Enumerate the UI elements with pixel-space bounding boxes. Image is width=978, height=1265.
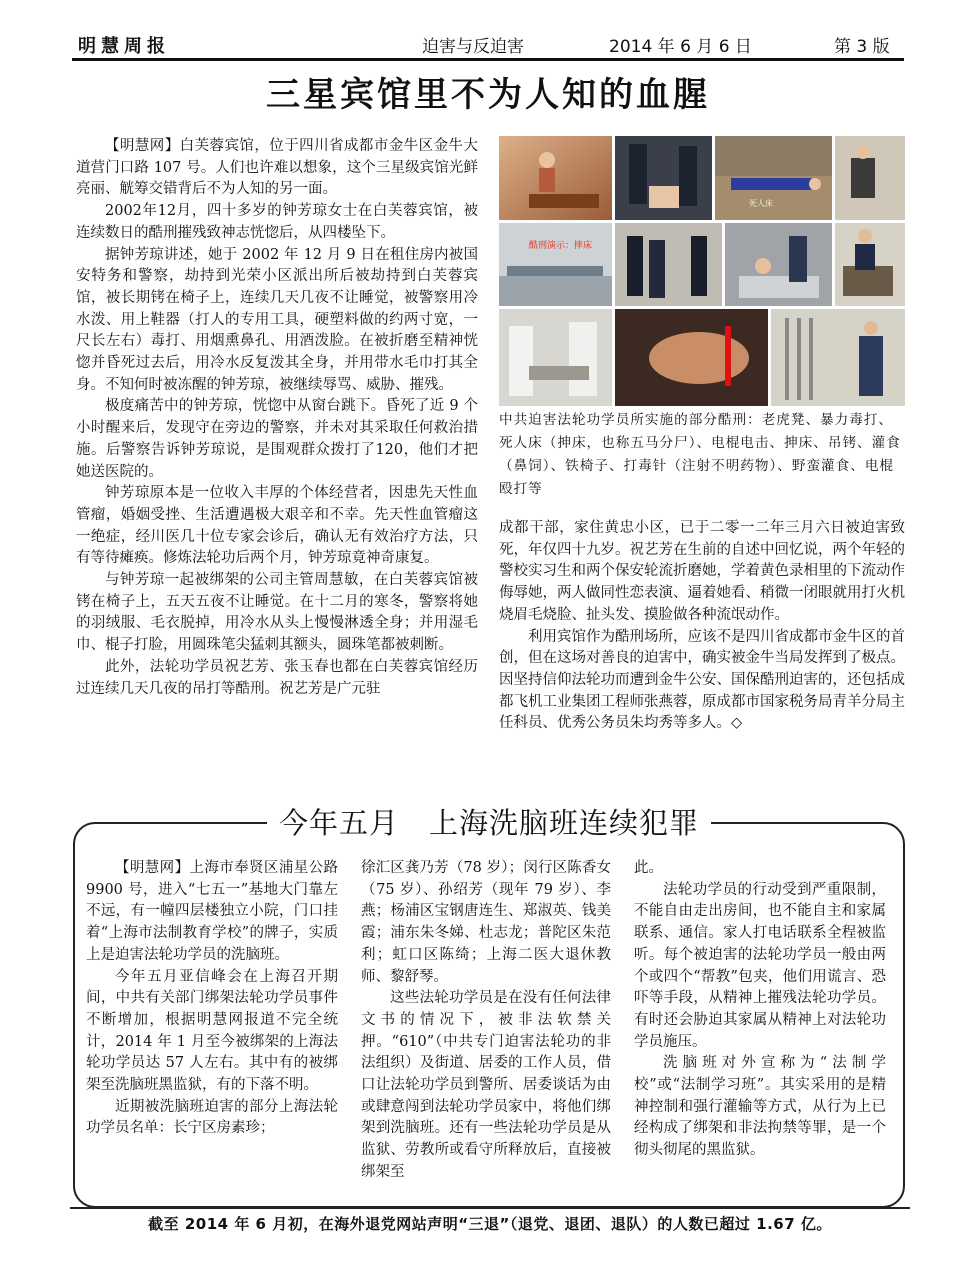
svg-text:酷刑演示：摔床: 酷刑演示：摔床 xyxy=(529,241,593,251)
paragraph: 法轮功学员的行动受到严重限制，不能自由走出房间，也不能自主和家属联系、通信。家人打电话联系全程被监听。每个被迫害的法轮功学员一般由两个或四个“帮教”包夹，他们用谎言、恐吓等手段，从精神上摧残法轮功学员。有时还会胁迫其家属从精神上对法轮功学员施压。 xyxy=(634,881,886,1050)
article2-column-2 xyxy=(361,858,611,1184)
photo-caption: 中共迫害法轮功学员所实施的部分酷刑：老虎凳、暴力毒打、死人床（抻床，也称五马分尸）、电棍电击、抻床、吊铐、灌食（鼻饲）、铁椅子、打毒针（注射不明药物）、野蛮灌食、电棍殴打等 xyxy=(499,412,901,497)
article1-column-left xyxy=(76,136,478,700)
paragraph: 此外，法轮功学员祝艺芳、张玉春也都在白芙蓉宾馆经历过连续几天几夜的吊打等酷刑。祝艺芳是广元驻 xyxy=(76,658,478,697)
paragraph: 据钟芳琼讲述，她于 2002 年 12 月 9 日在租住房内被国安特务和警察，劫持到光荣小区派出所后被劫持到白芙蓉宾馆，被长期铐在椅子上，连续几天几夜不让睡觉，被警察用冷水泼、用上鞋器（打人的专用工具，硬塑料做的约两寸宽，一尺长左右）毒打、用烟熏鼻孔、用酒泼脸。在被折磨至精神恍惚并昏死过去后，用冷水反复泼其全身，并用带水毛巾打其全身。不知何时被冻醒的钟芳琼，被继续辱骂、威胁、摧残。 xyxy=(76,246,478,393)
issue-date: 2014 年 6 月 6 日 xyxy=(609,37,752,57)
paragraph: 近期被洗脑班迫害的部分上海法轮功学员名单：长宁区房素珍； xyxy=(86,1098,338,1137)
article1-column-right xyxy=(499,518,905,735)
photo-4 xyxy=(835,136,905,220)
photo-collage xyxy=(499,136,905,406)
photo-9 xyxy=(499,309,612,406)
photo-3 xyxy=(715,136,832,220)
article2-column-3 xyxy=(634,858,886,1162)
photo-11 xyxy=(771,309,905,406)
photo-2 xyxy=(615,136,712,220)
paragraph: 利用宾馆作为酷刑场所，应该不是四川省成都市金牛区的首创，但在这场对善良的迫害中，确实被金牛当局发挥到了极点。因坚持信仰法轮功而遭到金牛公安、国保酷刑迫害的，还包括成都飞机工业集团工程师张燕蓉，原成都市国家税务局青羊分局主任科员、优秀公务员朱均秀等多人。◇ xyxy=(499,628,905,732)
paragraph: 洗脑班对外宣称为“法制学校”或“法制学习班”。其实采用的是精神控制和强行灌输等方式，从行为上已经构成了绑架和非法拘禁等罪，是一个彻头彻尾的黑监狱。 xyxy=(634,1055,886,1159)
paragraph: 【明慧网】白芙蓉宾馆，位于四川省成都市金牛区金牛大道营门口路 107 号。人们也许难以想象，这个三星级宾馆光鲜亮丽、觥筹交错背后不为人知的另一面。 xyxy=(76,138,478,198)
paragraph: 这些法轮功学员是在没有任何法律文书的情况下，被非法软禁关押。“610”（中共专门迫害法轮功的非法组织）及街道、居委的工作人员，借口让法轮功学员到警所、居委谈话为由或肆意闯到法轮功学员家中，将他们绑架到洗脑班。还有一些法轮功学员是从监狱、劳教所或看守所释放后，直接被绑架至 xyxy=(361,990,611,1180)
paragraph: 与钟芳琼一起被绑架的公司主管周慧敏，在白芙蓉宾馆被铐在椅子上，五天五夜不让睡觉。在十二月的寒冬，警察将她的羽绒服、毛衣脱掉，用冷水从头上慢慢淋透全身；并用湿毛巾、棍子打脸，用圆珠笔尖猛刺其额头，圆珠笔都被刺断。 xyxy=(76,572,478,654)
article2-title: 今年五月 上海洗脑班连续犯罪 xyxy=(267,803,711,843)
paragraph: 2002年12月，四十多岁的钟芳琼女士在白芙蓉宾馆，被连续数日的酷刑摧残致神志恍惚后，从四楼坠下。 xyxy=(76,203,478,241)
photo-10 xyxy=(615,309,768,406)
paragraph: 今年五月亚信峰会在上海召开期间，中共有关部门绑架法轮功学员事件不断增加，根据明慧网报道不完全统计，2014 年 1 月至今被绑架的上海法轮功学员达 57 人左右。其中有的被绑架至洗脑班黑监狱，有的下落不明。 xyxy=(86,968,338,1094)
footer-rule xyxy=(70,1207,910,1209)
article2-column-1 xyxy=(86,858,338,1140)
paragraph: 徐汇区龚乃芳（78 岁）；闵行区陈香女（75 岁）、孙绍芳（现年 79 岁）、李燕；杨浦区宝钢唐连生、郑淑英、钱美霞；浦东朱冬娣、杜志龙；普陀区朱范利；虹口区陈绮；上海二医大退休教师、黎舒琴。 xyxy=(361,860,611,985)
paragraph: 【明慧网】上海市奉贤区浦星公路 9900 号，进入“七五一”基地大门靠左不远，有一幢四层楼独立小院，门口挂着“上海市法制教育学校”的牌子，实质上是迫害法轮功学员的洗脑班。 xyxy=(86,860,338,963)
paragraph: 钟芳琼原本是一位收入丰厚的个体经营者，因患先天性血管瘤，婚姻受挫、生活遭遇极大艰辛和不幸。先天性血管瘤这一绝症，经川医几十位专家会诊后，确认无有效治疗方法，只有等待瘫痪。修炼法轮功后两个月，钟芳琼竟神奇康复。 xyxy=(76,485,478,567)
paragraph: 此。 xyxy=(634,860,663,876)
footer-notice: 截至 2014 年 6 月初，在海外退党网站声明“三退”（退党、退团、退队）的人数已超过 1.67 亿。 xyxy=(148,1215,832,1233)
photo-7 xyxy=(725,223,832,306)
header-rule xyxy=(72,58,904,61)
photo-1 xyxy=(499,136,612,220)
article2-title-wrap xyxy=(73,803,905,843)
section-name: 迫害与反迫害 xyxy=(422,37,524,57)
article1-title: 三星宾馆里不为人知的血腥 xyxy=(266,75,710,115)
publication-name: 明慧周报 xyxy=(78,36,170,57)
photo-5 xyxy=(499,223,612,306)
paragraph: 成都干部，家住黄忠小区，已于二零一二年三月六日被迫害致死，年仅四十九岁。祝艺芳在生前的自述中回忆说，两个年轻的警校实习生和两个保安轮流折磨她，学着黄色录相里的下流动作侮辱她，两人做同性恋表演、逼着她看、稍微一闭眼就用打火机烧眉毛烧脸、扯头发、摸脸做各种流氓动作。 xyxy=(499,520,905,623)
paragraph: 极度痛苦中的钟芳琼，恍惚中从窗台跳下。昏死了近 9 个小时醒来后，发现守在旁边的警察，并未对其采取任何救治措施。后警察告诉钟芳琼说，是围观群众拨打了120，他们才把她送医院的。 xyxy=(76,398,478,480)
torture-photos xyxy=(499,136,905,406)
page-number: 第 3 版 xyxy=(834,37,890,57)
photo-8 xyxy=(835,223,905,306)
photo-6 xyxy=(615,223,722,306)
svg-text:死人床: 死人床 xyxy=(749,199,773,208)
page-header xyxy=(72,30,904,60)
